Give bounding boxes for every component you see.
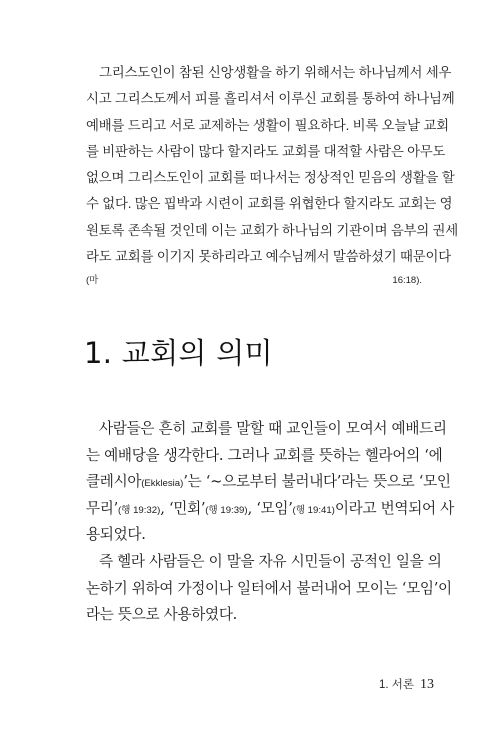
body-text: ’는 ‘~으로부터 불러내다’라는 뜻으로 ‘모인 [183,473,451,491]
page-footer [358,676,434,693]
verse-reference: (행 19:41) [292,504,335,516]
greek-term-romanized: (Ekklesia) [141,478,184,490]
intro-line: 시고 그리스도께서 피를 흘리셔서 이루신 교회를 통하여 하나님께 [86,91,455,107]
intro-line: 없으며 그리스도인이 교회를 떠나서는 정상적인 믿음의 생활을 할 [86,170,455,186]
body-line: 용되었다. [86,526,146,544]
greek-term: 클레시아 [86,473,142,491]
intro-line: 라도 교회를 이기지 못하리라고 예수님께서 말씀하셨기 때문이다 [86,249,451,265]
body-text: , ‘모임’ [247,499,293,517]
intro-line: 수 없다. 많은 핍박과 시련이 교회를 위협한다 할지라도 교회는 영 [86,196,453,212]
body-line [86,496,454,523]
body-line: 즉 헬라 사람들은 이 말을 자유 시민들이 공적인 일을 의 [99,552,442,570]
section-heading: 1. 교회의 의미 [84,336,273,370]
body-line: 사람들은 흔히 교회를 말할 때 교인들이 모여서 예배드리 [99,420,447,437]
body-line: 라는 뜻으로 사용하였다. [86,606,237,624]
intro-paragraph [86,60,459,290]
body-line [86,469,451,496]
intro-line: 원토록 존속될 것인데 이는 교회가 하나님의 기관이며 음부의 권세 [86,222,459,238]
verse-reference: (행 19:32) [117,504,161,516]
verse-reference: (행 19:39) [205,504,248,516]
body-paragraph [86,416,454,629]
body-text: , ‘민회’ [160,499,206,517]
body-line: 논하기 위하여 가정이나 일터에서 불러내어 모이는 ‘모임’이 [86,579,452,597]
bible-citation: (마 16:18). [86,275,422,287]
intro-line: 예배를 드리고 서로 교제하는 생활이 필요하다. 비록 오늘날 교회 [86,117,449,133]
intro-line: 그리스도인이 참된 신앙생활을 하기 위해서는 하나님께서 세우 [99,65,452,80]
body-line: 는 예배당을 생각한다. 그러나 교회를 뜻하는 헬라어의 ‘에 [86,446,443,464]
body-text: 무리’ [86,499,118,517]
intro-line: 를 비판하는 사람이 많다 할지라도 교회를 대적할 사람은 아무도 [86,143,446,159]
page-number: 13 [420,677,434,692]
body-text: 이라고 번역되어 사 [334,499,454,517]
chapter-label: 1. 서론 [378,679,414,691]
